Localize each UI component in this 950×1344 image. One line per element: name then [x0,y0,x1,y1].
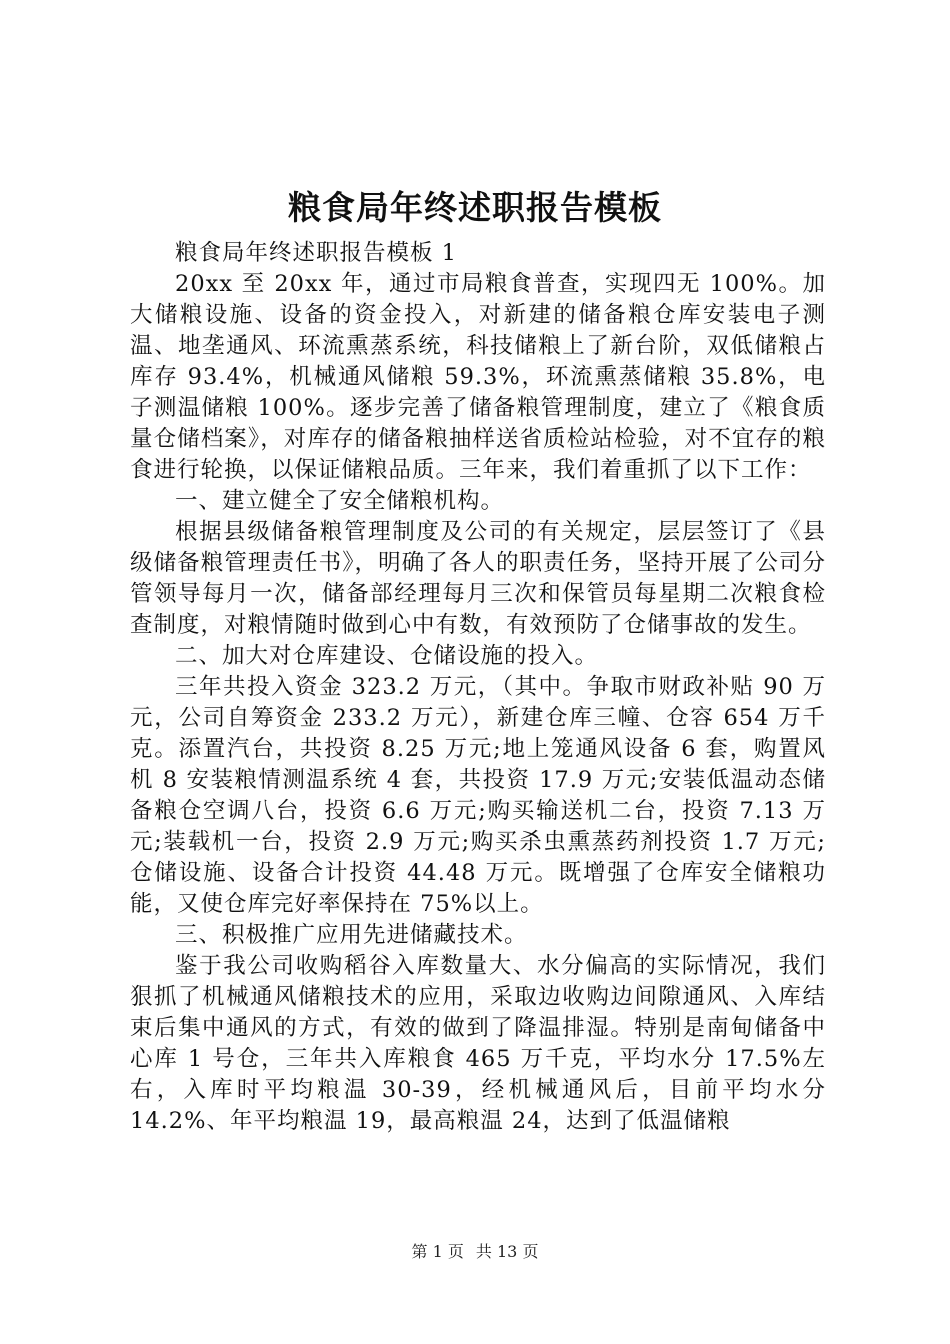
document-title: 粮食局年终述职报告模板 [288,188,662,227]
page-total: 共 13 页 [475,1242,539,1261]
section-heading: 三、积极推广应用先进储藏技术。 [175,922,528,948]
page-number: 第 1 页 [411,1242,464,1261]
section-heading: 二、加大对仓库建设、仓储设施的投入。 [175,643,599,669]
page-footer [0,1240,950,1264]
body-paragraph: 20xx 至 20xx 年，通过市局粮食普查，实现四无 100%。加大储粮设施、设备的资金投入，对新建的储备粮仓库安装电子测温、地垄通风、环流熏蒸系统，科技储粮上了新台阶，双低储粮占库存 93.4%，机械通风储粮 59.3%，环流熏蒸储粮 35.8%，电子测温储粮 100%。逐步完善了储备粮管理制度，建立了《粮食质量仓储档案》，对库存的储备粮抽样送省质检站检验，对不宜存的粮食进行轮换，以保证储粮品质。三年来，我们着重抓了以下工作： [130,271,826,483]
section-heading: 一、建立健全了安全储粮机构。 [175,488,505,514]
body-paragraph: 根据县级储备粮管理制度及公司的有关规定，层层签订了《县级储备粮管理责任书》，明确了各人的职责任务，坚持开展了公司分管领导每月一次，储备部经理每月三次和保管员每星期二次粮食检查制度，对粮情随时做到心中有数，有效预防了仓储事故的发生。 [130,519,826,638]
document-body [130,238,826,1137]
body-paragraph: 三年共投入资金 323.2 万元，（其中。争取市财政补贴 90 万元，公司自筹资金 233.2 万元），新建仓库三幢、仓容 654 万千克。添置汽台，共投资 8.25 万元;地上笼通风设备 6 套，购置风机 8 安装粮情测温系统 4 套，共投资 17.9 万元;安装低温动态储备粮仓空调八台，投资 6.6 万元;购买输送机二台，投资 7.13 万元;装载机一台，投资 2.9 万元;购买杀虫熏蒸药剂投资 1.7 万元;仓储设施、设备合计投资 44.48 万元。既增强了仓库安全储粮功能，又使仓库完好率保持在 75%以上。 [130,674,826,917]
body-paragraph: 鉴于我公司收购稻谷入库数量大、水分偏高的实际情况，我们狠抓了机械通风储粮技术的应用，采取边收购边间隙通风、入库结束后集中通风的方式，有效的做到了降温排湿。特别是南甸储备中心库 1 号仓，三年共入库粮食 465 万千克，平均水分 17.5%左右，入库时平均粮温 30-39，经机械通风后，目前平均水分 14.2%、年平均粮温 19，最高粮温 24，达到了低温储粮 [130,953,826,1134]
subtitle-paragraph: 粮食局年终述职报告模板 1 [175,240,457,266]
